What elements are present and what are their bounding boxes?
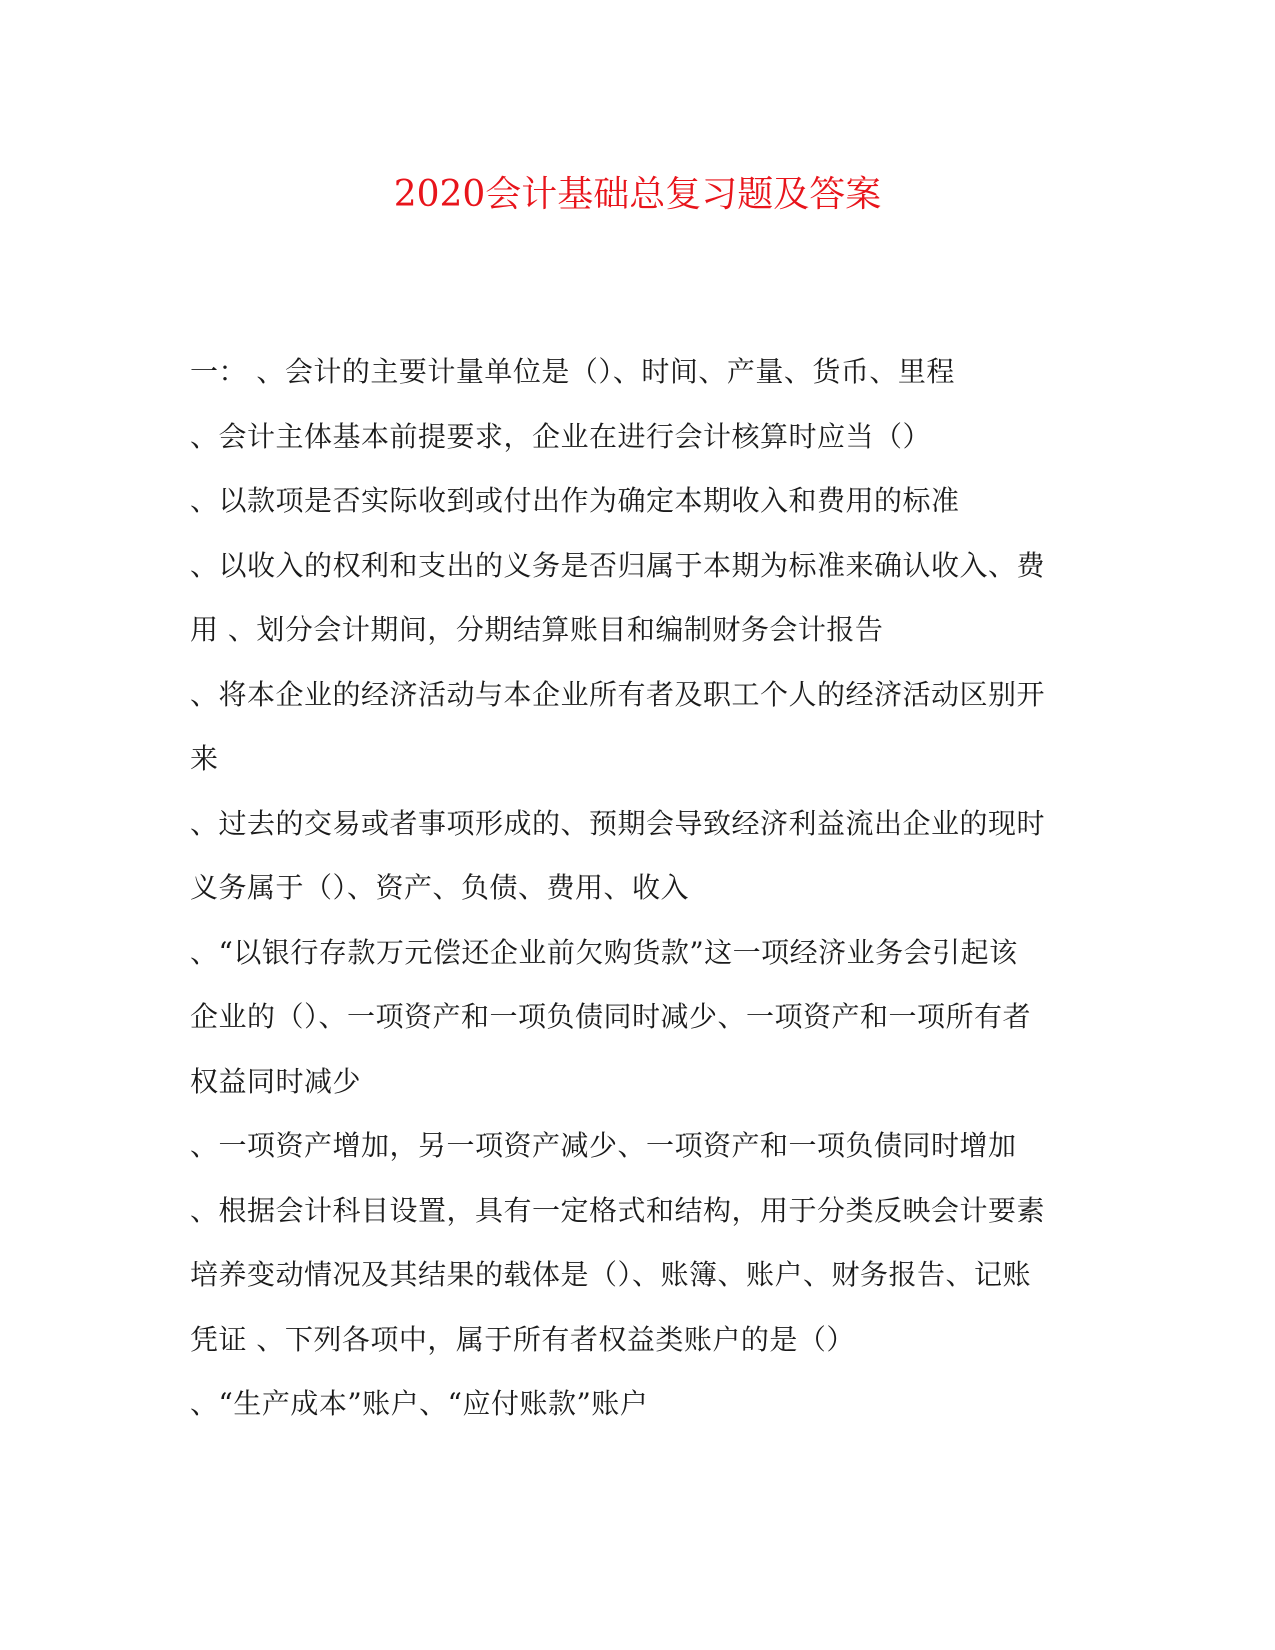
text-line: 企业的（）、一项资产和一项负债同时减少、一项资产和一项所有者 <box>190 1000 1032 1033</box>
text-line: 、根据会计科目设置，具有一定格式和结构，用于分类反映会计要素 <box>190 1193 1046 1227</box>
text-line: 一： 、会计的主要计量单位是（）、时间、产量、货币、里程 <box>190 355 955 388</box>
text-line: 、将本企业的经济活动与本企业所有者及职工个人的经济活动区别开 <box>190 677 1046 711</box>
text-line: 权益同时减少 <box>190 1064 362 1098</box>
text-line: 、“以银行存款万元偿还企业前欠购货款”这一项经济业务会引起该 <box>190 935 1018 969</box>
text-line: 用 、划分会计期间，分期结算账目和编制财务会计报告 <box>190 613 884 646</box>
text-line: 凭证 、下列各项中，属于所有者权益类账户的是（） <box>190 1322 855 1356</box>
text-line: 、以款项是否实际收到或付出作为确定本期收入和费用的标准 <box>190 484 960 517</box>
text-line: 义务属于（）、资产、负债、费用、收入 <box>190 871 690 904</box>
text-line: 、“生产成本”账户、“应付账款”账户 <box>190 1387 649 1420</box>
text-line: 、以收入的权利和支出的义务是否归属于本期为标准来确认收入、费 <box>190 548 1046 582</box>
text-line: 培养变动情况及其结果的载体是（）、账簿、账户、财务报告、记账 <box>190 1258 1032 1291</box>
text-line: 、一项资产增加，另一项资产减少、一项资产和一项负债同时增加 <box>190 1129 1017 1162</box>
document-title: 2020会计基础总复习题及答案 <box>393 174 882 215</box>
text-line: 、过去的交易或者事项形成的、预期会导致经济利益流出企业的现时 <box>190 806 1046 840</box>
text-line: 、会计主体基本前提要求，企业在进行会计核算时应当（） <box>190 419 932 453</box>
text-line: 来 <box>190 742 219 775</box>
document-body <box>190 352 1090 1449</box>
